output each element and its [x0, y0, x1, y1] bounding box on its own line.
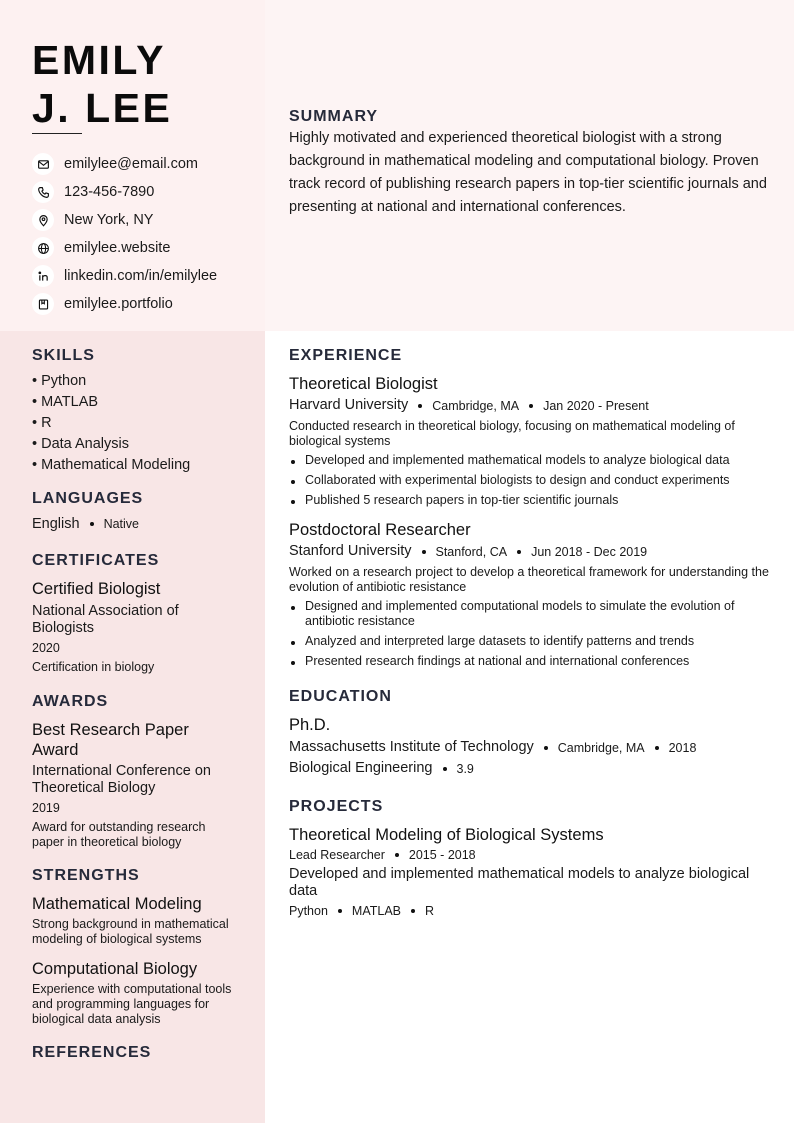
job-dates: Jun 2018 - Dec 2019 — [531, 544, 648, 559]
linkedin-icon — [32, 265, 54, 287]
summary-section — [289, 108, 767, 219]
name-line-1: EMILY — [32, 37, 167, 83]
contact-list — [32, 150, 257, 318]
skill-item: • Python — [32, 373, 87, 389]
skill-item: • Data Analysis — [32, 436, 129, 452]
mail-icon — [32, 153, 54, 175]
language-name: English — [32, 516, 80, 532]
graduation-year: 2018 — [668, 740, 697, 755]
section-title: LANGUAGES — [32, 490, 144, 507]
contact-text: emilylee@email.com — [64, 156, 198, 172]
certificate-name: Certified Biologist — [32, 580, 161, 598]
separator-dot — [517, 550, 521, 554]
contact-text: linkedin.com/in/emilylee — [64, 268, 218, 284]
company-name: Stanford University — [289, 543, 412, 559]
separator-dot — [655, 746, 659, 750]
strength-name: Mathematical Modeling — [32, 895, 202, 913]
contact-phone[interactable] — [32, 178, 257, 206]
section-title: AWARDS — [32, 693, 109, 710]
language-item — [32, 516, 237, 532]
section-title: REFERENCES — [32, 1044, 152, 1061]
separator-dot — [338, 909, 342, 913]
globe-icon — [32, 237, 54, 259]
field-of-study: Biological Engineering — [289, 760, 433, 776]
project-tool: R — [425, 904, 435, 918]
school-location: Cambridge, MA — [557, 740, 645, 755]
summary-text: Highly motivated and experienced theoretical biologist with a strong background in mathematical modeling and computational biology. Proven track record of publishing research papers in top-tier scientific journals and presenting at national and international conferences. — [289, 130, 767, 215]
strengths-section — [32, 867, 237, 1027]
contact-text: emilylee.portfolio — [64, 296, 173, 312]
company-name: Harvard University — [289, 397, 409, 413]
skill-item: • MATLAB — [32, 394, 99, 410]
job-location: Stanford, CA — [435, 544, 508, 559]
job-title: Postdoctoral Researcher — [289, 521, 471, 539]
project-name: Theoretical Modeling of Biological Systems — [289, 826, 604, 844]
separator-dot — [418, 404, 422, 408]
certificate-issuer: National Association of Biologists — [32, 603, 179, 636]
project-tools — [289, 904, 771, 918]
job-summary: Worked on a research project to develop a theoretical framework for understanding the evolution of antibiotic resistance — [289, 565, 769, 594]
contact-text: New York, NY — [64, 212, 154, 228]
job-location: Cambridge, MA — [432, 398, 520, 413]
language-level: Native — [103, 517, 139, 531]
skill-item: • R — [32, 415, 52, 431]
contact-text: emilylee.website — [64, 240, 171, 256]
location-pin-icon — [32, 209, 54, 231]
award-name: Best Research Paper Award — [32, 721, 189, 759]
education-section — [289, 688, 771, 777]
section-title: EXPERIENCE — [289, 347, 403, 364]
skill-item: • Mathematical Modeling — [32, 457, 191, 473]
separator-dot — [443, 767, 447, 771]
separator-dot — [395, 853, 399, 857]
references-section — [32, 1044, 237, 1062]
contact-email[interactable] — [32, 150, 257, 178]
awards-section — [32, 693, 237, 850]
sidebar-content — [32, 347, 237, 1062]
section-title: SUMMARY — [289, 108, 379, 125]
experience-item — [289, 374, 771, 508]
phone-icon — [32, 181, 54, 203]
project-tool: Python — [289, 904, 328, 918]
job-bullet: Developed and implemented mathematical models to analyze biological data — [289, 453, 771, 468]
separator-dot — [90, 522, 94, 526]
portfolio-icon — [32, 293, 54, 315]
candidate-name — [32, 36, 172, 132]
project-tool: MATLAB — [351, 904, 402, 918]
school-name: Massachusetts Institute of Technology — [289, 739, 534, 755]
section-title: EDUCATION — [289, 688, 392, 705]
job-title: Theoretical Biologist — [289, 375, 438, 393]
languages-section — [32, 490, 237, 532]
separator-dot — [529, 404, 533, 408]
contact-website[interactable] — [32, 234, 257, 262]
gpa: 3.9 — [456, 761, 474, 776]
project-description: Developed and implemented mathematical models to analyze biological data — [289, 866, 750, 899]
strength-description: Experience with computational tools and programming languages for biological data analysis — [32, 982, 232, 1026]
certificates-section — [32, 552, 237, 675]
experience-section — [289, 347, 771, 669]
contact-location — [32, 206, 257, 234]
job-bullet: Collaborated with experimental biologists to design and conduct experiments — [289, 473, 771, 488]
contact-text: 123-456-7890 — [64, 184, 155, 200]
job-summary: Conducted research in theoretical biology, focusing on mathematical modeling of biological systems — [289, 419, 735, 448]
certificate-description: Certification in biology — [32, 660, 155, 674]
separator-dot — [422, 550, 426, 554]
contact-portfolio[interactable] — [32, 290, 257, 318]
separator-dot — [544, 746, 548, 750]
strength-name: Computational Biology — [32, 960, 198, 978]
name-line-2: J. LEE — [32, 85, 173, 131]
skills-section — [32, 347, 237, 476]
separator-dot — [411, 909, 415, 913]
contact-linkedin[interactable] — [32, 262, 257, 290]
main-content — [289, 347, 771, 918]
section-title: STRENGTHS — [32, 867, 140, 884]
award-issuer: International Conference on Theoretical Biology — [32, 763, 211, 796]
degree: Ph.D. — [289, 716, 331, 734]
section-title: SKILLS — [32, 347, 95, 364]
project-role: Lead Researcher — [289, 848, 385, 862]
certificate-year: 2020 — [32, 641, 60, 655]
award-description: Award for outstanding research paper in theoretical biology — [32, 820, 206, 849]
job-bullet: Published 5 research papers in top-tier scientific journals — [289, 493, 771, 508]
section-title: PROJECTS — [289, 798, 384, 815]
projects-section — [289, 798, 771, 918]
job-bullet: Designed and implemented computational models to simulate the evolution of antibiotic resistance — [289, 599, 771, 629]
experience-item — [289, 520, 771, 669]
job-bullet: Analyzed and interpreted large datasets to identify patterns and trends — [289, 634, 771, 649]
award-year: 2019 — [32, 801, 60, 815]
job-dates: Jan 2020 - Present — [543, 398, 649, 413]
job-bullet: Presented research findings at national and international conferences — [289, 654, 771, 669]
project-dates: 2015 - 2018 — [408, 848, 476, 862]
strength-description: Strong background in mathematical modeling of biological systems — [32, 917, 229, 946]
name-divider — [32, 133, 82, 134]
section-title: CERTIFICATES — [32, 552, 160, 569]
